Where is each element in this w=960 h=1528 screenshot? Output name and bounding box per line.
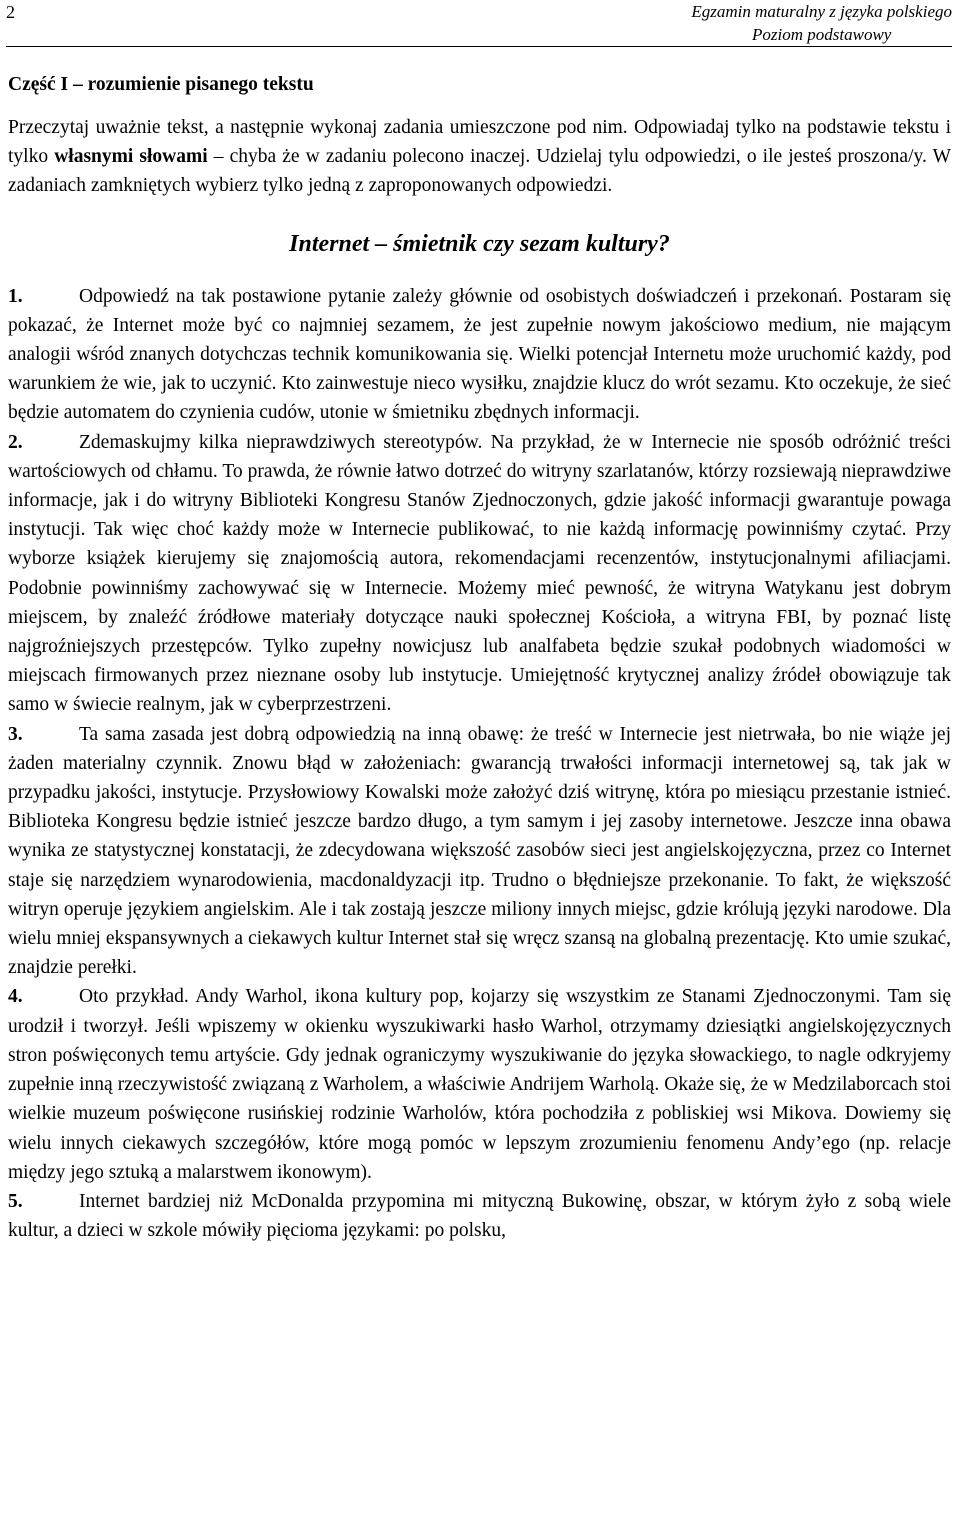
page-content: [8, 70, 951, 1245]
article-title: Internet – śmietnik czy sezam kultury?: [289, 230, 670, 257]
paragraph-text: Ta sama zasada jest dobrą odpowiedzią na inną obawę: że treść w Internecie jest nietrwała, bo nie wiąże jej żaden materialny czynnik. Znowu błąd w założeniach: gwarancją trwałości informacji internetowej są, tak jak w przypadku jakości, instytucje. Przysłowiowy Kowalski może założyć dziś witrynę, która po miesiącu przestanie istnieć. Biblioteka Kongresu będzie istnieć jeszcze bardzo długo, a tym samym i jej zasoby internetowe. Jeszcze inna obawa wynika ze statystycznej konstatacji, że zdecydowana większość zasobów sieci jest angielskojęzyczna, przez co Internet staje się narzędziem wynarodowienia, macdonaldyzacji itp. Trudno o błędniejsze przekonanie. To fakt, że większość witryn operuje językiem angielskim. Ale i tak zostają jeszcze miliony innych miejsc, gdzie królują języki narodowe. Dla wielu mniej ekspansywnych a ciekawych kultur Internet stał się wręcz szansą na globalną prezentację. Kto umie szukać, znajdzie perełki.: [8, 723, 951, 979]
paragraph-2: [8, 428, 951, 720]
paragraph-3: [8, 720, 951, 983]
paragraph-number: 1.: [8, 285, 23, 307]
paragraph-number: 5.: [8, 1190, 23, 1212]
part-title: Część I – rozumienie pisanego tekstu: [8, 74, 314, 95]
paragraph-4: [8, 982, 951, 1186]
exam-title: [691, 0, 952, 46]
page-number: 2: [6, 2, 15, 22]
page-header: [6, 0, 952, 47]
paragraph-1: [8, 282, 951, 428]
exam-title-line2: Poziom podstawowy: [752, 25, 892, 44]
instructions-text-2: – chyba że w zadaniu polecono inaczej. Udzielaj tylu odpowiedzi, o ile jesteś proszona/y. W zadaniach zamkniętych wybierz tylko jedną z zaproponowanych odpowiedzi.: [8, 146, 951, 197]
paragraph-number: 3.: [8, 723, 23, 745]
exam-title-line1: Egzamin maturalny z języka polskiego: [691, 2, 952, 21]
instructions-text-1: Przeczytaj uważnie tekst, a następnie wykonaj zadania umieszczone pod nim. Odpowiadaj tylko na podstawie tekstu i tylko: [8, 117, 951, 168]
instructions-bold: własnymi słowami: [54, 146, 208, 168]
paragraph-text: Odpowiedź na tak postawione pytanie zależy głównie od osobistych doświadczeń i przekonań. Postaram się pokazać, że Internet może być co najmniej sezamem, że jest zupełnie nowym jakościowo medium, nie mającym analogii wśród znanych dotychczas technik komunikowania się. Wielki potencjał Internetu może uruchomić każdy, pod warunkiem że wie, jak to uczynić. Kto zainwestuje nieco wysiłku, znajdzie klucz do wrót sezamu. Kto oczekuje, że sieć będzie automatem do czynienia cudów, utonie w śmietniku zbędnych informacji.: [8, 285, 951, 424]
paragraph-number: 4.: [8, 986, 23, 1008]
paragraph-text: Oto przykład. Andy Warhol, ikona kultury pop, kojarzy się wszystkim ze Stanami Zjednoczonymi. Tam się urodził i tworzył. Jeśli wpiszemy w okienku wyszukiwarki hasło Warhol, otrzymamy dziesiątki angielskojęzycznych stron poświęconych temu artyście. Gdy jednak ograniczymy wyszukiwanie do języka słowackiego, to nagle odkryjemy zupełnie inną rzeczywistość związaną z Warholem, a właściwie Andrijem Warholą. Okaże się, że w Medzilaborcach stoi wielkie muzeum poświęcone rusińskiej rodzinie Warholów, która pochodziła z pobliskiej wsi Mikova. Dowiemy się wielu innych ciekawych szczegółów, które mogą pomóc w lepszym zrozumieniu fenomenu Andy’ego (np. relacje między jego sztuką a malarstwem ikonowym).: [8, 986, 951, 1183]
paragraph-text: Zdemaskujmy kilka nieprawdziwych stereotypów. Na przykład, że w Internecie nie sposób odróżnić treści wartościowych od chłamu. To prawda, że równie łatwo dotrzeć do witryny szarlatanów, którzy rozsiewają nieprawdziwe informacje, jak i do witryny Biblioteki Kongresu Stanów Zjednoczonych, gdzie jakość informacji gwarantuje powaga instytucji. Tak więc choć każdy może w Internecie publikować, to nie każdą informację powinniśmy czytać. Przy wyborze książek kierujemy się znajomością autora, rekomendacjami recenzentów, instytucjonalnymi afiliacjami. Podobnie powinniśmy zachowywać się w Internecie. Możemy mieć pewność, że witryna Watykanu jest dobrym miejscem, by znaleźć źródłowe materiały dotyczące nauki społecznej Kościoła, a witryna FBI, by poznać listę najgroźniejszych przestępców. Tylko zupełny nowicjusz lub analfabeta będzie szukał podobnych wiadomości w miejscach firmowanych przez nieznane osoby lub instytucje. Umiejętność krytycznej analizy źródeł obowiązuje tak samo w świecie realnym, jak w cyberprzestrzeni.: [8, 431, 951, 716]
instructions: [8, 113, 951, 201]
paragraph-5: [8, 1187, 951, 1245]
paragraph-number: 2.: [8, 431, 23, 453]
paragraph-text: Internet bardziej niż McDonalda przypomina mi mityczną Bukowinę, obszar, w którym żyło z sobą wiele kultur, a dzieci w szkole mówiły pięcioma językami: po polsku,: [8, 1190, 951, 1242]
